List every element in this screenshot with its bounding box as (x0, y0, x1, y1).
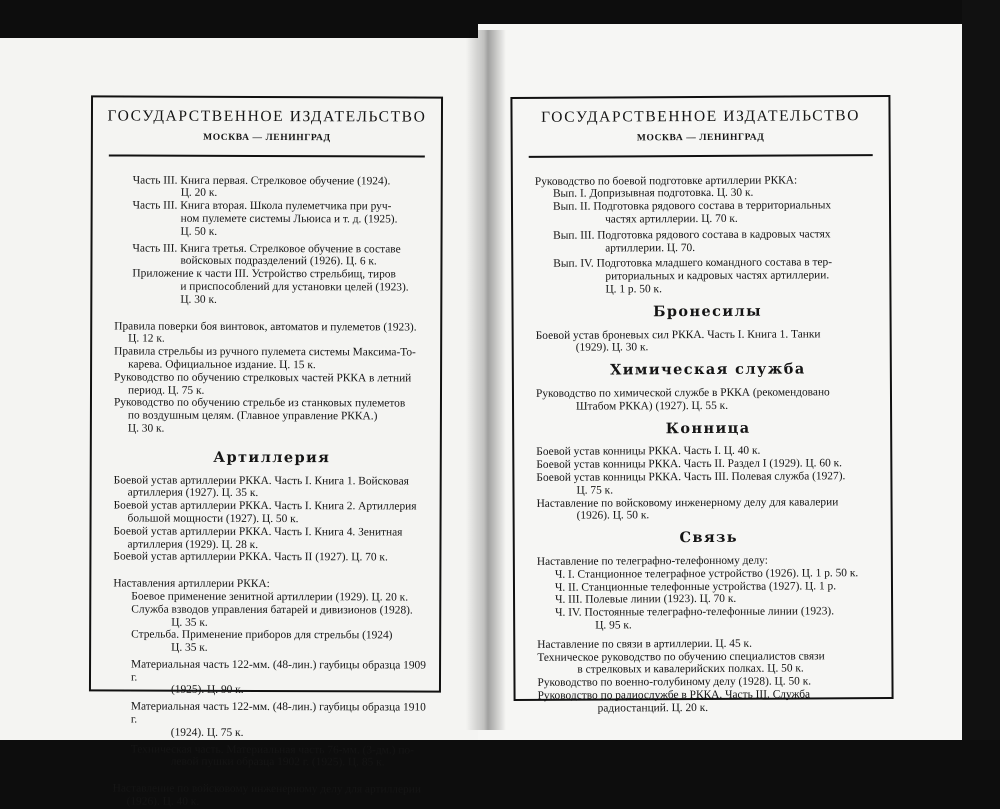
list-item (114, 346, 430, 373)
list-item (131, 590, 429, 604)
entry-line: Ч. II. Станционные телефонные устройства (1927). Ц. 1 р. (554, 579, 837, 594)
entry-line: артиллерия (1929). Ц. 28 к. (127, 538, 259, 551)
list-item (114, 371, 430, 398)
list-item (536, 386, 880, 413)
list-item (114, 397, 430, 436)
list-item (114, 320, 430, 347)
list-item (131, 603, 429, 630)
entry-line: Ц. 75 к. (576, 484, 614, 497)
entry-line: Ц. 35 к. (171, 641, 208, 654)
entry-line: Допризывная подготовка. Ц. 30 к. (589, 187, 754, 200)
entry-line: Часть III. Книга первая. Стрелковое обучение (1924). (132, 174, 391, 188)
entry-line: Правила поверки боя винтовок, автоматов и пулеметов (1923). (114, 320, 417, 334)
left-content (91, 174, 441, 809)
publisher-title: ГОСУДАРСТВЕННОЕ ИЗДАТЕЛЬСТВО (107, 107, 427, 126)
left-header (93, 97, 441, 145)
section-title-chem: Химическая служба (610, 360, 806, 379)
publisher-cities: МОСКВА — ЛЕНИНГРАД (636, 132, 765, 144)
nastavleniya-title: Наставления артиллерии РККА: (113, 577, 270, 591)
signal-title: Наставление по телеграфно-телефонному делу: (536, 554, 768, 568)
list-item (114, 474, 430, 501)
entry-line: войсковых подразделений (1926). Ц. 6 к. (180, 255, 377, 268)
entry-line: Наставление по войсковому инженерному делу для артиллерии (112, 782, 421, 796)
entry-line: Подготовка младшего командного состава в тер- (596, 256, 833, 270)
entry-line: Подготовка рядового состава в территориальных (593, 199, 832, 213)
list-item (113, 525, 429, 552)
entry-line: Боевой устав броневых сил РККА. Часть I. Книга 1. Танки (535, 327, 821, 342)
entry-line: Ц. 30 к. (127, 422, 165, 435)
entry-line: Боевой устав артиллерии РККА. Часть II (1927). Ц. 70 к. (113, 550, 388, 564)
entry-line: карева. Официальное издание. Ц. 15 к. (128, 358, 316, 372)
entry-line: Приложение к части III. Устройство стрельбищ, тиров (132, 267, 396, 281)
entry-line: Правила стрельбы из ручного пулемета системы Максима-То- (114, 345, 416, 359)
scan-edge (962, 0, 1000, 740)
publisher-title: ГОСУДАРСТВЕННОЕ ИЗДАТЕЛЬСТВО (541, 107, 861, 126)
entry-line: Ц. 50 к. (180, 225, 218, 238)
entry-line: Руководство по обучению стрелковых частей РККА в летний (114, 371, 412, 385)
item-label: Вып. I. (552, 187, 587, 201)
entry-line: Техническая часть. Материальная часть 76-мм. (3-дм.) по- (130, 743, 414, 757)
entry-line: ном пулемете системы Льюиса и т. д. (1925). (180, 212, 398, 226)
list-item (132, 268, 430, 307)
entry-line: (1925). Ц. 90 к. (170, 684, 244, 697)
header-rule (529, 154, 873, 158)
entry-line: Штабом РККА) (1927). Ц. 55 к. (576, 399, 729, 413)
entry-line: Ч. I. Станционное телеграфное устройство (1926). Ц. 1 р. 50 к. (554, 566, 859, 581)
entry-line: Ц. 95 к. (595, 619, 632, 632)
entry-line: Часть III. Книга вторая. Школа пулеметчика при руч- (132, 199, 392, 213)
entry-line: (1926). Ц. 40 к. (126, 795, 200, 808)
list-item (553, 228, 879, 255)
entry-line: Руководство по обучению стрельбе из станковых пулеметов (113, 396, 406, 410)
entry-line: период. Ц. 75 к. (127, 384, 205, 397)
right-content (513, 174, 892, 716)
list-item (536, 470, 880, 497)
item-label: Вып. II. (552, 200, 591, 213)
list-item (114, 500, 430, 527)
entry-line: большой мощности (1927). Ц. 50 к. (127, 512, 299, 526)
entry-line: Наставление по войсковому инженерному делу для кавалерии (536, 495, 839, 510)
entry-line: артиллерия (1927). Ц. 35 к. (127, 486, 259, 500)
list-item (537, 650, 881, 677)
entry-line: Ц. 12 к. (128, 332, 165, 346)
entry-line: Часть III. Книга третья. Стрелковое обучение в составе (132, 242, 401, 256)
entry-line: риториальных и кадровых частях артиллерии. (605, 269, 830, 283)
entry-line: Боевое применение зенитной артиллерии (1929). Ц. 20 к. (131, 590, 409, 604)
entry-line: Руководство по радиослужбе в РККА. Часть III. Служба (537, 688, 811, 702)
intro-title: Руководство по боевой подготовке артиллерии РККА: (534, 174, 798, 188)
list-item (553, 199, 879, 226)
entry-line: Материальная часть 122-мм. (48-лин.) гаубицы образца 1909 г. (130, 658, 426, 684)
section-title-armor: Бронесилы (653, 302, 763, 321)
section-title-artillery: Артиллерия (213, 448, 331, 466)
publisher-cities: МОСКВА — ЛЕНИНГРАД (203, 132, 331, 144)
entry-line: Наставление по связи в артиллерии. Ц. 45 к. (537, 637, 752, 651)
list-item (555, 605, 881, 632)
entry-line: Ч. III. Полевые линии (1923). Ц. 70 к. (555, 593, 737, 607)
entry-line: Боевой устав артиллерии РККА. Часть I. Книга 2. Артиллерия (113, 499, 417, 513)
list-item (113, 783, 429, 809)
entry-line: радиостанций. Ц. 20 к. (597, 701, 709, 715)
list-item (131, 629, 429, 656)
list-item (131, 743, 429, 770)
entry-line: Служба взводов управления батарей и дивизионов (1928). (131, 603, 413, 617)
entry-line: Ц. 20 к. (180, 187, 218, 200)
list-item (553, 256, 879, 296)
entry-line: Стрельба. Применение приборов для стрельбы (1924) (131, 628, 393, 642)
entry-line: артиллерии. Ц. 70. (605, 241, 696, 255)
list-item (133, 200, 431, 239)
book-gutter (466, 30, 506, 730)
list-item (133, 174, 431, 201)
entry-line: левой пушки образца 1902 г. (1925). Ц. 85 к. (170, 756, 385, 769)
entry-line: Боевой устав конницы РККА. Часть III. Полевая служба (1927). (536, 470, 846, 484)
list-item (538, 688, 882, 715)
entry-line: Боевой устав конницы РККА. Часть II. Раздел I (1929). Ц. 60 к. (536, 457, 843, 472)
section-title-cavalry: Конница (665, 419, 751, 437)
entry-line: Ц. 35 к. (171, 616, 208, 629)
section-title-signal: Связь (679, 528, 738, 547)
entry-line: и приспособлений для установки целей (1923). (180, 280, 409, 294)
entry-line: (1924). Ц. 75 к. (170, 726, 244, 739)
entry-line: Подготовка рядового состава в кадровых частях (597, 228, 831, 242)
item-label: Вып. III. (553, 229, 595, 242)
entry-line: Ч. IV. Постоянные телеграфно-телефонные линии (1923). (555, 605, 835, 619)
list-item (555, 580, 881, 595)
entry-line: частях артиллерии. Ц. 70 к. (605, 212, 738, 226)
entry-line: (1926). Ц. 50 к. (576, 509, 650, 522)
entry-line: Ц. 30 к. (180, 293, 217, 306)
entry-line: Руководство по военно-голубиному делу (1928). Ц. 50 к. (537, 675, 812, 689)
list-item (132, 242, 430, 269)
entry-line: Боевой устав артиллерии РККА. Часть I. Книга 4. Зенитная (113, 525, 403, 539)
entry-line: (1929). Ц. 30 к. (575, 341, 649, 355)
item-label: Вып. IV. (553, 257, 594, 271)
entry-line: по воздушным целям. (Главное управление РККА.) (127, 409, 378, 423)
left-catalog-box (89, 95, 443, 808)
list-item (131, 701, 429, 740)
entry-line: Боевой устав артиллерии РККА. Часть I. Книга 1. Войсковая (113, 474, 409, 488)
entry-line: Руководство по химической службе в РККА (рекомендовано (535, 386, 830, 400)
entry-line: Техническое руководство по обучению специалистов связи (537, 649, 825, 664)
list-item (536, 328, 880, 355)
list-item (537, 496, 881, 523)
right-catalog-box (510, 95, 893, 715)
entry-line: Ц. 1 р. 50 к. (605, 283, 662, 296)
entry-line: Боевой устав конницы РККА. Часть I. Ц. 40 к. (536, 445, 761, 459)
entry-line: Материальная часть 122-мм. (48-лин.) гаубицы образца 1910 г. (130, 700, 426, 726)
entry-line: в стрелковых и кавалерийских полках. Ц. 50 к. (577, 662, 804, 676)
right-header (512, 97, 888, 146)
list-item (131, 658, 429, 697)
list-item (113, 551, 429, 565)
header-rule (109, 154, 425, 157)
